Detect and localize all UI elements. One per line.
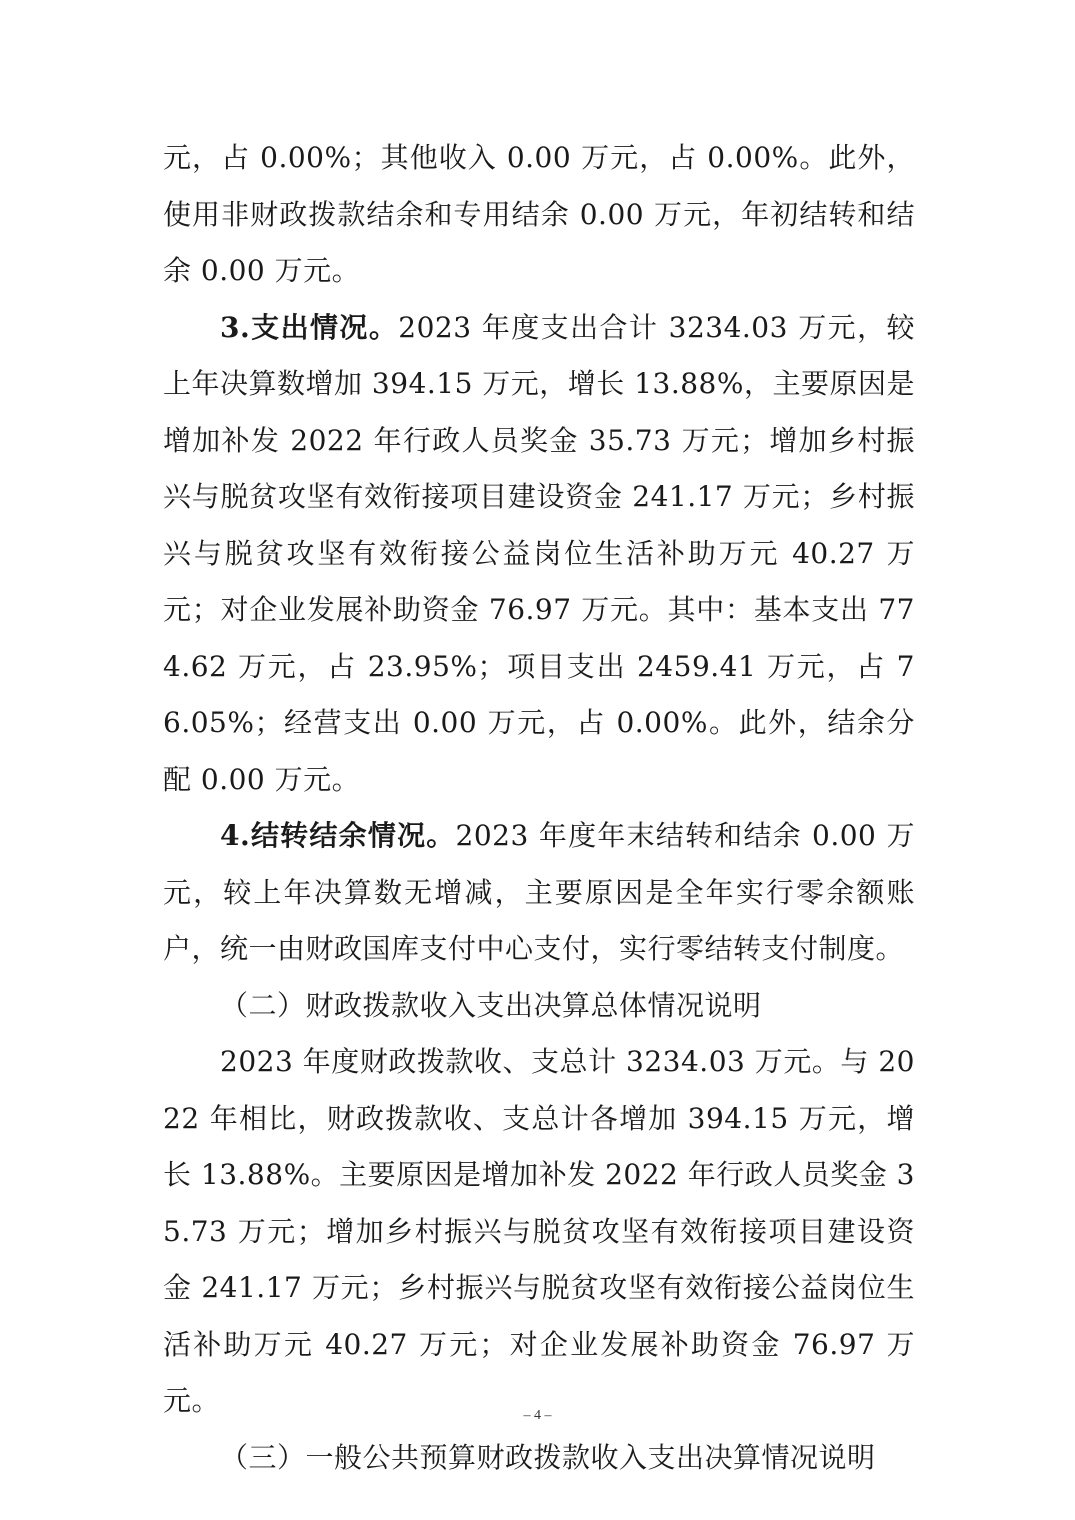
expenditure-heading: 3.支出情况。 bbox=[220, 310, 399, 344]
paragraph-carryover bbox=[163, 808, 915, 978]
carryover-text: 2023 年度年末结转和结余 0.00 万元，较上年决算数无增减，主要原因是全年实行零余额账户，统一由财政国库支付中心支付，实行零结转支付制度。 bbox=[163, 819, 915, 965]
paragraph-income-continued: 元，占 0.00%；其他收入 0.00 万元，占 0.00%。此外，使用非财政拨款结余和专用结余 0.00 万元，年初结转和结余 0.00 万元。 bbox=[163, 141, 915, 287]
expenditure-text: 2023 年度支出合计 3234.03 万元，较上年决算数增加 394.15 万元，增长 13.88%，主要原因是增加补发 2022 年行政人员奖金 35.73 万元；增加乡村振兴与脱贫攻坚有效衔接项目建设资金 241.17 万元；乡村振兴与脱贫攻坚有效衔接公益岗位生活补助万元 40.27 万元；对企业发展补助资金 76.97 万元。其中：基本支出 774.62 万元，占 23.95%；项目支出 2459.41 万元，占 76.05%；经营支出 0.00 万元，占 0.00%。此外，结余分配 0.00 万元。 bbox=[163, 310, 916, 796]
section-heading-2: （二）财政拨款收入支出决算总体情况说明 bbox=[220, 988, 762, 1022]
paragraph-expenditure bbox=[163, 300, 915, 809]
paragraph-fiscal-appropriation: 2023 年度财政拨款收、支总计 3234.03 万元。与 2022 年相比，财政拨款收、支总计各增加 394.15 万元，增长 13.88%。主要原因是增加补发 2022 年行政人员奖金 35.73 万元；增加乡村振兴与脱贫攻坚有效衔接项目建设资金 241.17 万元；乡村振兴与脱贫攻坚有效衔接公益岗位生活补助万元 40.27 万元；对企业发展补助资金 76.97 万元。 bbox=[163, 1045, 915, 1417]
page-number: – 4 – bbox=[523, 1408, 552, 1423]
carryover-heading: 4.结转结余情况。 bbox=[220, 819, 456, 852]
document-body bbox=[163, 130, 915, 1486]
section-heading-3: （三）一般公共预算财政拨款收入支出决算情况说明 bbox=[220, 1440, 876, 1474]
